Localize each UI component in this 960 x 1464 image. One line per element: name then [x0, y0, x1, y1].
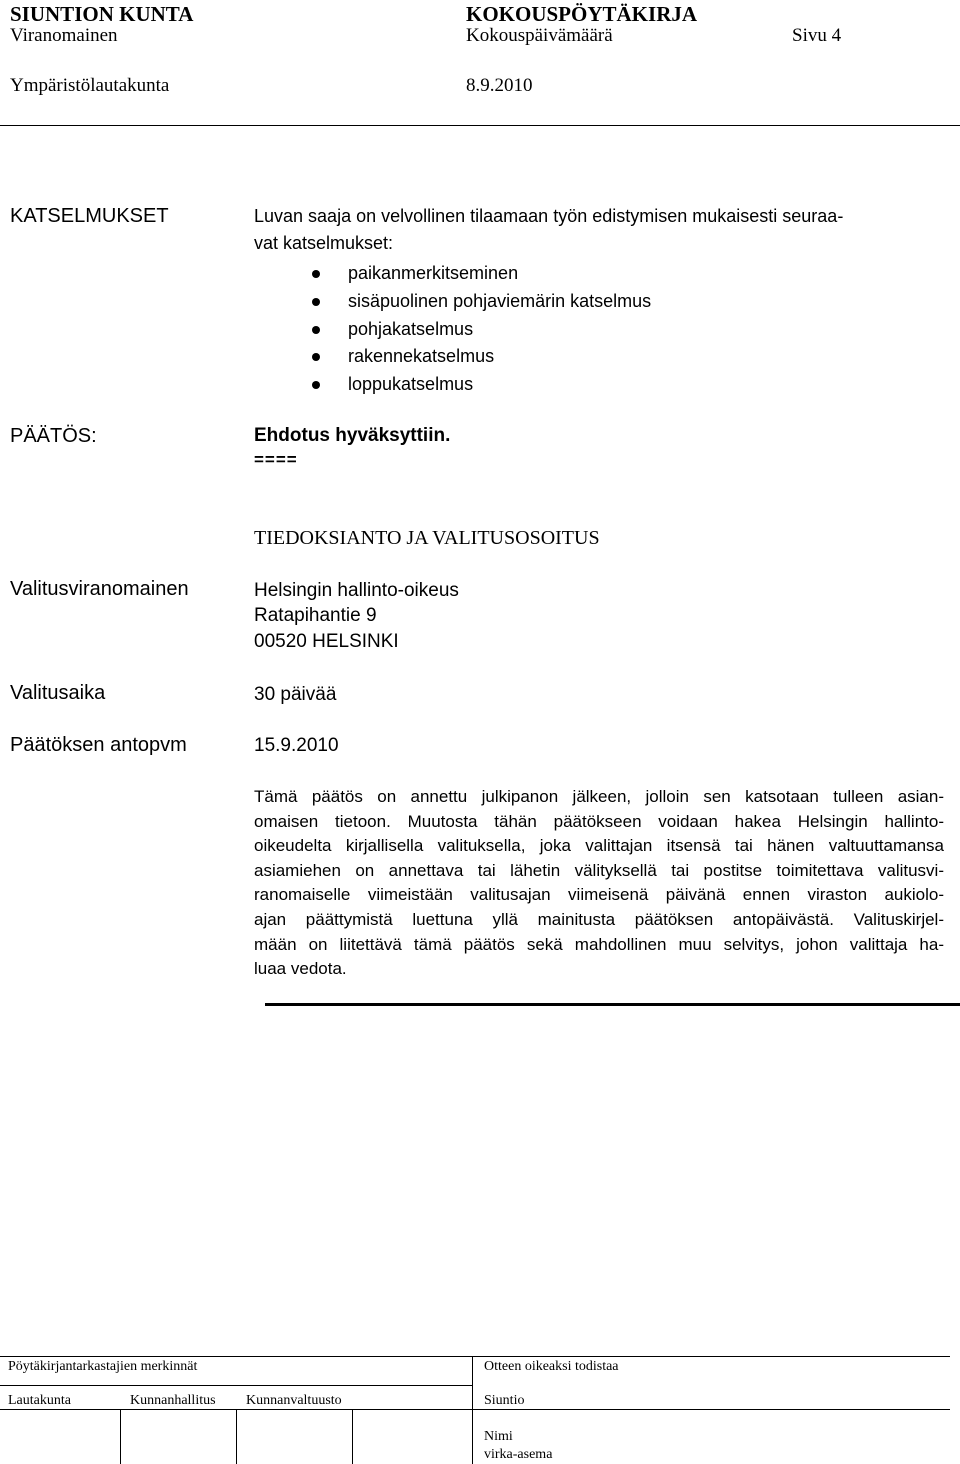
bullet-icon [312, 381, 320, 389]
bullet-icon [312, 270, 320, 278]
appeal-heading: TIEDOKSIANTO JA VALITUSOSOITUS [254, 527, 600, 549]
decision-date-value: 15.9.2010 [254, 735, 339, 756]
inspection-list [312, 260, 651, 399]
footer-col-divider-3 [352, 1409, 353, 1464]
document-type: KOKOUSPÖYTÄKIRJA [466, 2, 698, 26]
org-name: SIUNTION KUNTA [10, 2, 194, 26]
footer-rule-mid [0, 1409, 950, 1410]
decision-date-label: Päätöksen antopvm [10, 734, 187, 756]
footer-rule-left [0, 1385, 472, 1386]
bullet-icon [312, 353, 320, 361]
meeting-date: 8.9.2010 [466, 75, 533, 96]
appeal-time-value: 30 päivää [254, 684, 337, 705]
appeal-street: Ratapihantie 9 [254, 605, 377, 626]
list-item: sisäpuolinen pohjaviemärin katselmus [312, 288, 651, 316]
footer-name-label: Nimi [484, 1429, 513, 1444]
header-rule [0, 125, 960, 126]
footer-top-rule [0, 1356, 950, 1357]
appeal-city: 00520 HELSINKI [254, 631, 399, 652]
meeting-date-label: Kokouspäivämäärä [466, 25, 613, 46]
list-item: rakennekatselmus [312, 343, 651, 371]
appeal-instructions-paragraph: Tämä päätös on annettu julkipanon jälkeen, jolloin sen katsotaan tulleen asian- omaisen tietoon. Muutosta tähän päätökseen voidaan hakea Helsingin hallinto- oikeudelta kirjallisella valituksella, joka valittajan itsensä tai hänen valtuuttamansa asiamiehen on annettava tai lähetin välityksellä tai postitse toimitettava valitusvi- ranomaiselle viimeistään valitusajan viimeisenä päivänä ennen viraston aukiolo- ajan päättymistä luettuna yllä mainitusta päätöksen antopäivästä. Valituskirjel- mään on liitettävä tämä päätös sekä mahdollinen muu selvitys, johon valittaja ha- luaa vedota. [254, 787, 944, 979]
section-end-rule [265, 1003, 960, 1006]
footer-copy-label: Otteen oikeaksi todistaa [484, 1359, 619, 1374]
footer-place: Siuntio [484, 1393, 525, 1408]
footer-col-lautakunta: Lautakunta [8, 1393, 71, 1408]
list-item: loppukatselmus [312, 371, 651, 399]
bullet-icon [312, 326, 320, 334]
appeal-time-label: Valitusaika [10, 682, 106, 704]
decision-label: PÄÄTÖS: [10, 425, 97, 447]
katselmukset-intro-line2: vat katselmukset: [254, 233, 394, 253]
footer-col-divider-1 [120, 1409, 121, 1464]
footer-divider [472, 1356, 473, 1464]
footer-col-divider-2 [236, 1409, 237, 1464]
authority-name: Ympäristölautakunta [10, 75, 170, 96]
authority-label: Viranomainen [10, 25, 118, 46]
footer-markings-label: Pöytäkirjantarkastajien merkinnät [8, 1359, 198, 1374]
decision-separator: ==== [254, 450, 298, 469]
footer-col-kunnanhallitus: Kunnanhallitus [130, 1393, 216, 1408]
bullet-icon [312, 298, 320, 306]
footer-position-label: virka-asema [484, 1447, 553, 1462]
section-heading-katselmukset: KATSELMUKSET [10, 205, 169, 227]
page-number: Sivu 4 [792, 25, 842, 46]
appeal-authority-label: Valitusviranomainen [10, 578, 189, 600]
footer-col-kunnanvaltuusto: Kunnanvaltuusto [246, 1393, 342, 1408]
list-item: pohjakatselmus [312, 316, 651, 344]
katselmukset-intro-line1: Luvan saaja on velvollinen tilaamaan työn edistymisen mukaisesti seuraa- [254, 206, 844, 226]
appeal-authority-name: Helsingin hallinto-oikeus [254, 580, 459, 601]
list-item: paikanmerkitseminen [312, 260, 651, 288]
decision-text: Ehdotus hyväksyttiin. [254, 425, 451, 446]
